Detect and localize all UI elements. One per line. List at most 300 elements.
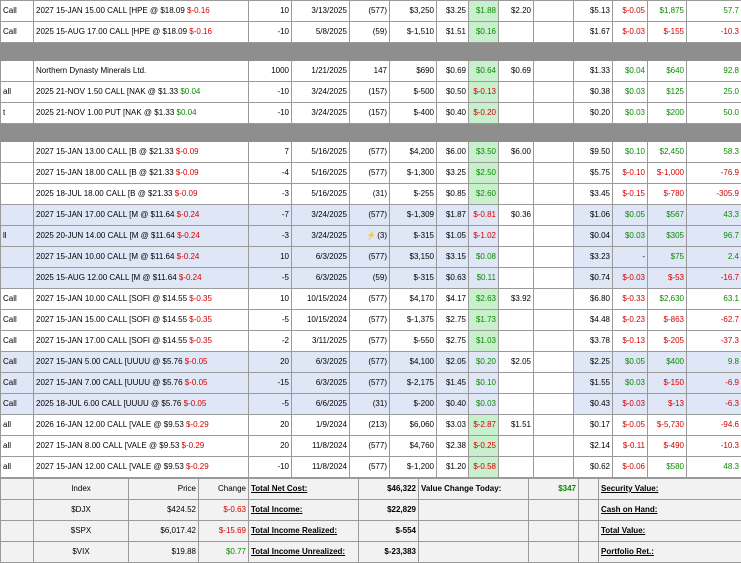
total-net-cost-label: Total Net Cost: — [249, 479, 359, 500]
position-row[interactable] — [1, 247, 741, 268]
net-cost: $4,760 — [390, 436, 437, 457]
net-cost: $3,150 — [390, 247, 437, 268]
underlying-change: $-0.35 — [189, 294, 212, 303]
position-row[interactable] — [1, 310, 741, 331]
days-value: (31) — [373, 189, 387, 198]
open-date: 1/9/2024 — [292, 415, 350, 436]
index-change: $-15.69 — [199, 521, 249, 542]
option-type — [1, 184, 34, 205]
position-row[interactable] — [1, 61, 741, 82]
quantity: 7 — [249, 142, 292, 163]
option-type — [1, 247, 34, 268]
days-value: (577) — [368, 315, 387, 324]
open-price: $2.38 — [437, 436, 469, 457]
days-value: (59) — [373, 273, 387, 282]
value-change: $125 — [648, 82, 687, 103]
option-type: Call — [1, 310, 34, 331]
day-change: $-0.33 — [613, 289, 648, 310]
net-cost: $-1,309 — [390, 205, 437, 226]
group-basis — [499, 331, 534, 352]
spacer-cell — [534, 352, 574, 373]
option-type: all — [1, 457, 34, 478]
position-row[interactable] — [1, 22, 741, 43]
position-row[interactable] — [1, 415, 741, 436]
percent-return: -6.3 — [687, 394, 741, 415]
description-text: 2027 15-JAN 17.00 CALL [M @ $11.64 — [36, 210, 177, 219]
price-change: $-0.13 — [469, 82, 499, 103]
price-change: $0.64 — [469, 61, 499, 82]
day-change: $-0.06 — [613, 457, 648, 478]
portfolio-return-label: Portfolio Ret.: — [599, 542, 741, 563]
net-cost: $690 — [390, 61, 437, 82]
position-description — [34, 310, 249, 331]
spacer-cell — [534, 61, 574, 82]
day-change: $0.05 — [613, 352, 648, 373]
percent-return: 57.7 — [687, 1, 741, 22]
price-change: $2.50 — [469, 163, 499, 184]
position-row[interactable] — [1, 394, 741, 415]
position-row[interactable] — [1, 457, 741, 478]
days-to-expiry — [350, 226, 390, 247]
group-basis — [499, 373, 534, 394]
net-cost: $-200 — [390, 394, 437, 415]
quantity: -5 — [249, 268, 292, 289]
open-price: $3.25 — [437, 1, 469, 22]
description-text: 2027 15-JAN 17.00 CALL [SOFI @ $14.55 — [36, 336, 189, 345]
value-change: $-13 — [648, 394, 687, 415]
price-change: $1.88 — [469, 1, 499, 22]
summary-table — [0, 478, 741, 563]
days-value: (3) — [377, 231, 387, 240]
position-row[interactable] — [1, 82, 741, 103]
value-change: $567 — [648, 205, 687, 226]
current-price: $3.45 — [574, 184, 613, 205]
open-price: $4.17 — [437, 289, 469, 310]
value-change: $-780 — [648, 184, 687, 205]
days-to-expiry — [350, 22, 390, 43]
description-text: 2027 15-JAN 13.00 CALL [B @ $21.33 — [36, 147, 176, 156]
value-change: $2,450 — [648, 142, 687, 163]
underlying-change: $-0.29 — [186, 420, 209, 429]
current-price: $3.78 — [574, 331, 613, 352]
days-to-expiry — [350, 82, 390, 103]
underlying-change: $-0.29 — [182, 441, 205, 450]
days-value: (31) — [373, 399, 387, 408]
position-description — [34, 163, 249, 184]
quantity: -7 — [249, 205, 292, 226]
value-change: $-490 — [648, 436, 687, 457]
price-change: $-0.20 — [469, 103, 499, 124]
lightning-icon: ⚡ — [366, 231, 376, 240]
value-change: $1,875 — [648, 1, 687, 22]
days-to-expiry — [350, 289, 390, 310]
description-text: 2025 21-NOV 1.00 PUT [NAK @ $1.33 — [36, 108, 177, 117]
position-row[interactable] — [1, 205, 741, 226]
net-cost: $-2,175 — [390, 373, 437, 394]
position-description — [34, 352, 249, 373]
position-row[interactable] — [1, 142, 741, 163]
separator-cell — [1, 124, 741, 142]
summary-header-row — [1, 479, 741, 500]
open-price: $2.75 — [437, 310, 469, 331]
price-change: $-0.58 — [469, 457, 499, 478]
security-value-label: Security Value: — [599, 479, 741, 500]
index-price: $424.52 — [129, 500, 199, 521]
position-row[interactable] — [1, 184, 741, 205]
group-basis — [499, 103, 534, 124]
price-change: $0.16 — [469, 22, 499, 43]
current-price: $0.04 — [574, 226, 613, 247]
days-to-expiry — [350, 1, 390, 22]
underlying-change: $-0.24 — [177, 231, 200, 240]
value-change: $200 — [648, 103, 687, 124]
spacer-cell — [534, 82, 574, 103]
days-to-expiry — [350, 373, 390, 394]
current-price: $0.43 — [574, 394, 613, 415]
underlying-change: $-0.29 — [186, 462, 209, 471]
days-to-expiry — [350, 415, 390, 436]
day-change: - — [613, 247, 648, 268]
description-text: 2026 16-JAN 12.00 CALL [VALE @ $9.53 — [36, 420, 186, 429]
summary-row-vix — [1, 542, 741, 563]
total-income-value: $22,829 — [359, 500, 419, 521]
spacer-cell — [534, 184, 574, 205]
percent-return: -10.3 — [687, 436, 741, 457]
index-name: $VIX — [34, 542, 129, 563]
open-price: $0.40 — [437, 103, 469, 124]
underlying-change: $-0.16 — [187, 6, 210, 15]
underlying-change: $-0.05 — [185, 378, 208, 387]
days-value: (59) — [373, 27, 387, 36]
price-header: Price — [129, 479, 199, 500]
current-price: $1.06 — [574, 205, 613, 226]
days-value: (157) — [368, 87, 387, 96]
days-to-expiry — [350, 163, 390, 184]
separator-cell — [1, 43, 741, 61]
spacer-cell — [534, 289, 574, 310]
price-change: $0.20 — [469, 352, 499, 373]
change-header: Change — [199, 479, 249, 500]
open-date: 3/24/2025 — [292, 226, 350, 247]
open-date: 10/15/2024 — [292, 289, 350, 310]
open-date: 5/16/2025 — [292, 163, 350, 184]
value-change: $-53 — [648, 268, 687, 289]
quantity: -15 — [249, 373, 292, 394]
open-price: $1.87 — [437, 205, 469, 226]
open-date: 6/3/2025 — [292, 352, 350, 373]
underlying-change: $0.04 — [180, 87, 200, 96]
spacer-cell — [534, 142, 574, 163]
underlying-change: $-0.09 — [176, 147, 199, 156]
days-value: (577) — [368, 210, 387, 219]
days-value: 147 — [374, 66, 387, 75]
open-date: 5/16/2025 — [292, 184, 350, 205]
current-price: $6.80 — [574, 289, 613, 310]
description-text: 2027 15-JAN 8.00 CALL [VALE @ $9.53 — [36, 441, 182, 450]
position-description — [34, 268, 249, 289]
description-text: Northern Dynasty Minerals Ltd. — [36, 66, 146, 75]
underlying-change: $-0.09 — [176, 168, 199, 177]
current-price: $1.33 — [574, 61, 613, 82]
open-date: 3/24/2025 — [292, 205, 350, 226]
group-basis — [499, 22, 534, 43]
days-value: (577) — [368, 147, 387, 156]
net-cost: $-1,200 — [390, 457, 437, 478]
position-row[interactable] — [1, 436, 741, 457]
group-basis — [499, 82, 534, 103]
spacer-cell — [534, 394, 574, 415]
total-income-realized-value: $-554 — [359, 521, 419, 542]
total-income-label: Total Income: — [249, 500, 359, 521]
description-text: 2025 15-AUG 17.00 CALL [HPE @ $18.09 — [36, 27, 189, 36]
percent-return: 25.0 — [687, 82, 741, 103]
position-description — [34, 205, 249, 226]
spacer-cell — [534, 331, 574, 352]
days-value: (577) — [368, 294, 387, 303]
open-date: 6/3/2025 — [292, 268, 350, 289]
option-type — [1, 163, 34, 184]
percent-return: -10.3 — [687, 22, 741, 43]
percent-return: -62.7 — [687, 310, 741, 331]
percent-return: 48.3 — [687, 457, 741, 478]
underlying-change: $-0.09 — [175, 189, 198, 198]
day-change: $0.10 — [613, 142, 648, 163]
underlying-change: $-0.35 — [189, 315, 212, 324]
percent-return: -16.7 — [687, 268, 741, 289]
underlying-change: $0.04 — [177, 108, 197, 117]
total-income-realized-label: Total Income Realized: — [249, 521, 359, 542]
position-row[interactable] — [1, 226, 741, 247]
position-row[interactable] — [1, 331, 741, 352]
open-date: 6/3/2025 — [292, 247, 350, 268]
description-text: 2027 15-JAN 15.00 CALL [SOFI @ $14.55 — [36, 315, 189, 324]
cash-on-hand-label: Cash on Hand: — [599, 500, 741, 521]
current-price: $0.62 — [574, 457, 613, 478]
current-price: $0.20 — [574, 103, 613, 124]
option-type: Call — [1, 373, 34, 394]
position-row[interactable] — [1, 163, 741, 184]
underlying-change: $-0.16 — [189, 27, 212, 36]
current-price: $1.55 — [574, 373, 613, 394]
day-change: $0.03 — [613, 373, 648, 394]
index-name: $DJX — [34, 500, 129, 521]
quantity: -5 — [249, 310, 292, 331]
days-value: (157) — [368, 108, 387, 117]
group-basis — [499, 163, 534, 184]
days-to-expiry — [350, 457, 390, 478]
option-type: Call — [1, 331, 34, 352]
days-value: (577) — [368, 441, 387, 450]
price-change: $0.11 — [469, 268, 499, 289]
description-text: 2027 15-JAN 7.00 CALL [UUUU @ $5.76 — [36, 378, 185, 387]
days-to-expiry — [350, 352, 390, 373]
index-header: Index — [34, 479, 129, 500]
net-cost: $-1,375 — [390, 310, 437, 331]
option-type: t — [1, 103, 34, 124]
value-change: $75 — [648, 247, 687, 268]
total-income-unrealized-value: $-23,383 — [359, 542, 419, 563]
group-separator — [1, 124, 741, 142]
open-price: $1.51 — [437, 22, 469, 43]
quantity: -4 — [249, 163, 292, 184]
position-row[interactable] — [1, 1, 741, 22]
spacer-cell — [534, 226, 574, 247]
position-description — [34, 82, 249, 103]
value-change-value: $347 — [529, 479, 579, 500]
days-value: (577) — [368, 252, 387, 261]
days-value: (577) — [368, 357, 387, 366]
group-basis: $1.51 — [499, 415, 534, 436]
percent-return: 50.0 — [687, 103, 741, 124]
group-basis: $3.92 — [499, 289, 534, 310]
open-price: $0.40 — [437, 394, 469, 415]
index-price: $19.88 — [129, 542, 199, 563]
open-price: $1.20 — [437, 457, 469, 478]
open-date: 1/21/2025 — [292, 61, 350, 82]
percent-return: 96.7 — [687, 226, 741, 247]
option-type: Call — [1, 394, 34, 415]
group-basis — [499, 394, 534, 415]
days-to-expiry — [350, 103, 390, 124]
spacer-cell — [534, 22, 574, 43]
position-description — [34, 142, 249, 163]
spacer-cell — [534, 163, 574, 184]
group-basis: $2.20 — [499, 1, 534, 22]
days-to-expiry — [350, 394, 390, 415]
position-row[interactable] — [1, 373, 741, 394]
net-cost: $-1,300 — [390, 163, 437, 184]
group-basis: $2.05 — [499, 352, 534, 373]
value-change: $-863 — [648, 310, 687, 331]
days-to-expiry — [350, 142, 390, 163]
description-text: 2027 15-JAN 15.00 CALL [HPE @ $18.09 — [36, 6, 187, 15]
open-price: $1.05 — [437, 226, 469, 247]
value-change: $400 — [648, 352, 687, 373]
day-change: $-0.03 — [613, 394, 648, 415]
quantity: 20 — [249, 436, 292, 457]
net-cost: $4,100 — [390, 352, 437, 373]
quantity: 10 — [249, 1, 292, 22]
quantity: 20 — [249, 415, 292, 436]
day-change: $-0.05 — [613, 1, 648, 22]
days-to-expiry — [350, 61, 390, 82]
open-price: $3.25 — [437, 163, 469, 184]
day-change: $-0.05 — [613, 415, 648, 436]
quantity: -10 — [249, 457, 292, 478]
price-change: $0.10 — [469, 373, 499, 394]
days-value: (577) — [368, 462, 387, 471]
underlying-change: $-0.24 — [177, 210, 200, 219]
percent-return: 9.8 — [687, 352, 741, 373]
current-price: $9.50 — [574, 142, 613, 163]
group-basis — [499, 226, 534, 247]
price-change: $0.03 — [469, 394, 499, 415]
quantity: -10 — [249, 22, 292, 43]
position-row[interactable] — [1, 352, 741, 373]
open-date: 3/24/2025 — [292, 103, 350, 124]
quantity: 1000 — [249, 61, 292, 82]
days-to-expiry — [350, 310, 390, 331]
price-change: $0.08 — [469, 247, 499, 268]
days-to-expiry — [350, 184, 390, 205]
day-change: $-0.11 — [613, 436, 648, 457]
days-to-expiry — [350, 205, 390, 226]
day-change: $-0.03 — [613, 268, 648, 289]
spacer-cell — [534, 310, 574, 331]
price-change: $1.03 — [469, 331, 499, 352]
open-price: $0.63 — [437, 268, 469, 289]
current-price: $3.23 — [574, 247, 613, 268]
open-date: 6/3/2025 — [292, 373, 350, 394]
day-change: $-0.15 — [613, 184, 648, 205]
percent-return: 43.3 — [687, 205, 741, 226]
position-row[interactable] — [1, 289, 741, 310]
position-description — [34, 394, 249, 415]
option-type — [1, 142, 34, 163]
quantity: -2 — [249, 331, 292, 352]
spacer-cell — [534, 436, 574, 457]
option-type: all — [1, 82, 34, 103]
current-price: $2.14 — [574, 436, 613, 457]
value-change: $-5,730 — [648, 415, 687, 436]
position-row[interactable] — [1, 268, 741, 289]
option-type — [1, 268, 34, 289]
underlying-change: $-0.05 — [184, 399, 207, 408]
net-cost: $-400 — [390, 103, 437, 124]
day-change: $-0.13 — [613, 331, 648, 352]
quantity: 10 — [249, 289, 292, 310]
description-text: 2025 15-AUG 12.00 CALL [M @ $11.64 — [36, 273, 179, 282]
net-cost: $-1,510 — [390, 22, 437, 43]
option-type — [1, 205, 34, 226]
index-change: $0.77 — [199, 542, 249, 563]
description-text: 2027 15-JAN 5.00 CALL [UUUU @ $5.76 — [36, 357, 185, 366]
percent-return: -37.3 — [687, 331, 741, 352]
spacer-cell — [534, 205, 574, 226]
price-change: $-0.81 — [469, 205, 499, 226]
day-change: $0.04 — [613, 61, 648, 82]
open-date: 11/8/2024 — [292, 436, 350, 457]
day-change: $0.03 — [613, 82, 648, 103]
group-basis — [499, 184, 534, 205]
percent-return: -6.9 — [687, 373, 741, 394]
current-price: $0.17 — [574, 415, 613, 436]
value-change: $-205 — [648, 331, 687, 352]
quantity: -5 — [249, 394, 292, 415]
open-price: $3.03 — [437, 415, 469, 436]
day-change: $0.05 — [613, 205, 648, 226]
group-basis — [499, 436, 534, 457]
group-basis — [499, 310, 534, 331]
open-price: $1.45 — [437, 373, 469, 394]
value-change: $-150 — [648, 373, 687, 394]
value-change: $2,630 — [648, 289, 687, 310]
current-price: $5.13 — [574, 1, 613, 22]
group-separator — [1, 43, 741, 61]
days-value: (577) — [368, 378, 387, 387]
position-row[interactable] — [1, 103, 741, 124]
group-basis: $0.69 — [499, 61, 534, 82]
price-change: $-1.02 — [469, 226, 499, 247]
price-change: $2.63 — [469, 289, 499, 310]
days-to-expiry — [350, 436, 390, 457]
quantity: 20 — [249, 352, 292, 373]
net-cost: $-315 — [390, 226, 437, 247]
description-text: 2025 18-JUL 18.00 CALL [B @ $21.33 — [36, 189, 175, 198]
group-basis — [499, 268, 534, 289]
option-type: all — [1, 415, 34, 436]
days-value: (213) — [368, 420, 387, 429]
